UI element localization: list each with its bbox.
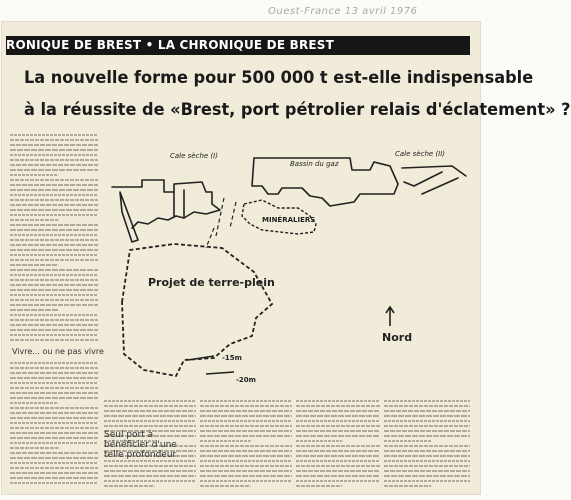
label-cale-seche-1: Cale sèche (I) <box>170 152 218 160</box>
section-banner <box>6 36 470 55</box>
harbour-map <box>102 132 472 392</box>
headline-line-2: à la réussite de «Brest, port pétrolier relais d'éclatement» ? <box>24 100 571 120</box>
terre-plein-outline <box>122 244 272 376</box>
subhead-seul-port: Seul port à bénéficier d'une telle profondeur <box>104 430 177 460</box>
article-headline <box>24 62 571 126</box>
cale-seche-1-outline <box>174 190 184 218</box>
label-cale-seche-2: Cale sèche (II) <box>395 150 446 158</box>
subhead-vivre: Vivre... ou ne pas vivre <box>12 347 104 356</box>
label-depth-20: -20m <box>236 376 256 384</box>
label-projet-terre-plein: Projet de terre-plein <box>148 276 275 289</box>
body-column-5 <box>384 398 470 488</box>
label-bassin-du-gaz: Bassin du gaz <box>290 160 339 168</box>
north-arrow-icon <box>384 305 396 327</box>
channel-lines <box>206 198 236 248</box>
label-mineraliers: MINÉRALIERS <box>262 216 316 224</box>
label-depth-15: -15m <box>222 354 242 362</box>
left-pier <box>120 192 138 242</box>
banner-text: RONIQUE DE BREST • LA CHRONIQUE DE BREST <box>6 38 335 52</box>
cale-seche-2-outline <box>402 166 466 194</box>
body-column-4 <box>296 398 380 488</box>
body-column-left-2 <box>10 360 98 488</box>
depth-line-20 <box>206 372 234 374</box>
body-column-3 <box>200 398 292 488</box>
headline-line-1: La nouvelle forme pour 500 000 t est-elle indispensable <box>24 68 534 88</box>
quay-outline <box>112 180 220 228</box>
body-column-left <box>10 132 98 342</box>
label-nord: Nord <box>382 331 413 344</box>
handwritten-date-note: Ouest-France 13 avril 1976 <box>268 6 418 17</box>
